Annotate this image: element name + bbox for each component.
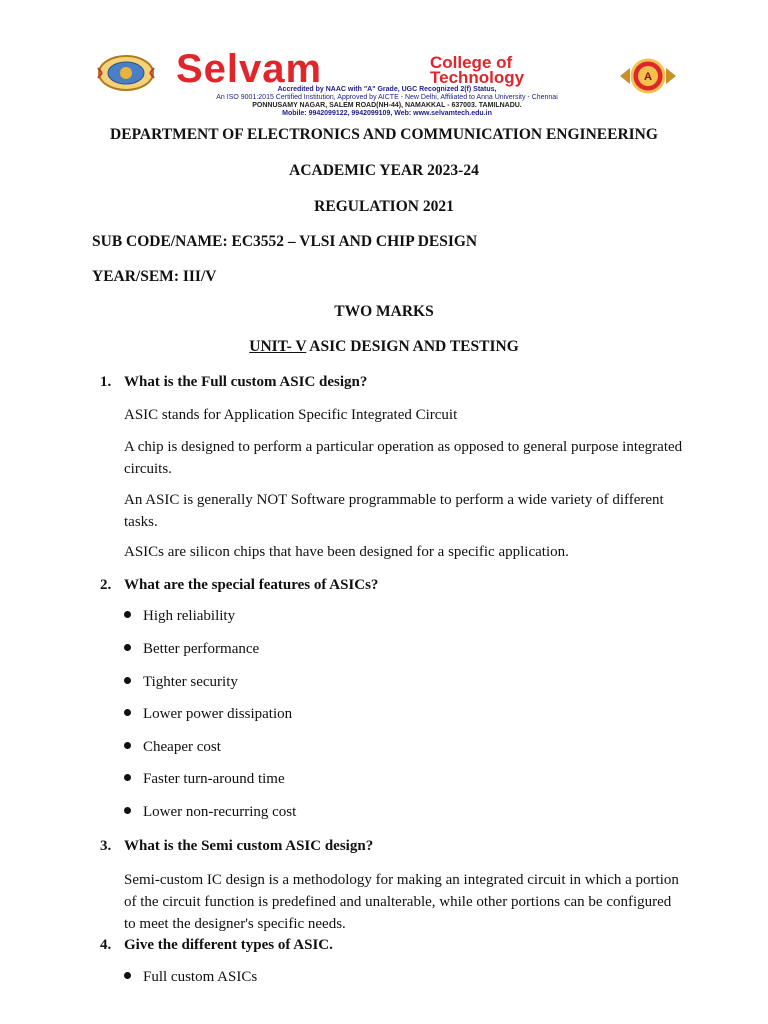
address-line: PONNUSAMY NAGAR, SALEM ROAD(NH-44), NAMAKKAL - 637003. TAMILNADU. [252, 102, 522, 109]
bullet-icon [124, 807, 131, 814]
list-item [124, 706, 292, 723]
answer-paragraph: ASIC stands for Application Specific Integrated Circuit [124, 407, 458, 423]
bullet-icon [124, 972, 131, 979]
bullet-icon [124, 611, 131, 618]
question-text: What are the special features of ASICs? [124, 577, 379, 593]
list-item-text: Lower power dissipation [143, 706, 293, 722]
question-number: 2. [100, 577, 112, 593]
college-logo-text: Selvam [176, 47, 323, 91]
list-item [124, 804, 296, 821]
year-sem: YEAR/SEM: III/V [92, 268, 217, 285]
bullet-icon [124, 709, 131, 716]
accreditation-line: Accredited by NAAC with "A" Grade, UGC Recognized 2(f) Status, [277, 86, 497, 93]
bullet-icon [124, 774, 131, 781]
logo-line-2: Technology [430, 68, 525, 87]
naac-seal-icon [96, 54, 156, 92]
naac-grade-badge-icon [616, 54, 680, 98]
iso-line: An ISO 9001:2015 Certified Institution, Approved by AICTE - New Delhi, Affiliated to Anna University - Chennai [216, 94, 558, 101]
list-item-text: Cheaper cost [143, 739, 221, 755]
department-heading: DEPARTMENT OF ELECTRONICS AND COMMUNICATION ENGINEERING [110, 126, 658, 143]
question-number: 3. [100, 838, 112, 854]
svg-text:A: A [644, 71, 652, 83]
question-text: Give the different types of ASIC. [124, 937, 333, 953]
list-item-text: Tighter security [143, 674, 238, 690]
bullet-icon [124, 644, 131, 651]
subject-code: SUB CODE/NAME: EC3552 – VLSI AND CHIP DESIGN [92, 233, 478, 250]
unit-number: UNIT- V [249, 338, 307, 355]
list-item [124, 969, 257, 986]
logo-line-1: College of [430, 53, 513, 72]
list-item [124, 641, 259, 658]
answer-paragraph: ASICs are silicon chips that have been designed for a specific application. [124, 544, 569, 560]
college-logo-subtext [430, 55, 524, 85]
question-number: 4. [100, 937, 112, 953]
unit-heading [0, 338, 768, 356]
answer-paragraph: Semi-custom IC design is a methodology for making an integrated circuit in which a portion of the circuit function is predefined and unalterable, while other portions can be configured to meet the designer's specific needs. [124, 872, 679, 932]
regulation: REGULATION 2021 [314, 198, 454, 215]
list-item [124, 771, 285, 788]
two-marks-heading: TWO MARKS [334, 303, 434, 320]
question-number: 1. [100, 374, 112, 390]
contact-line: Mobile: 9942099122, 9942099109, Web: www.selvamtech.edu.in [282, 110, 492, 117]
question-text: What is the Semi custom ASIC design? [124, 838, 374, 854]
list-item-text: Lower non-recurring cost [143, 804, 297, 820]
bullet-icon [124, 677, 131, 684]
bullet-icon [124, 742, 131, 749]
list-item-text: Faster turn-around time [143, 771, 285, 787]
unit-title: ASIC DESIGN AND TESTING [306, 338, 519, 355]
list-item-text: Full custom ASICs [143, 969, 258, 985]
question-text: What is the Full custom ASIC design? [124, 374, 368, 390]
list-item [124, 739, 221, 756]
list-item-text: Better performance [143, 641, 260, 657]
list-item [124, 674, 238, 691]
list-item [124, 608, 235, 625]
academic-year: ACADEMIC YEAR 2023-24 [289, 162, 479, 179]
list-item-text: High reliability [143, 608, 236, 624]
answer-paragraph: An ASIC is generally NOT Software programmable to perform a wide variety of different tasks. [124, 492, 664, 530]
college-letterhead [92, 47, 682, 122]
answer-paragraph: A chip is designed to perform a particular operation as opposed to general purpose integrated circuits. [124, 439, 683, 477]
